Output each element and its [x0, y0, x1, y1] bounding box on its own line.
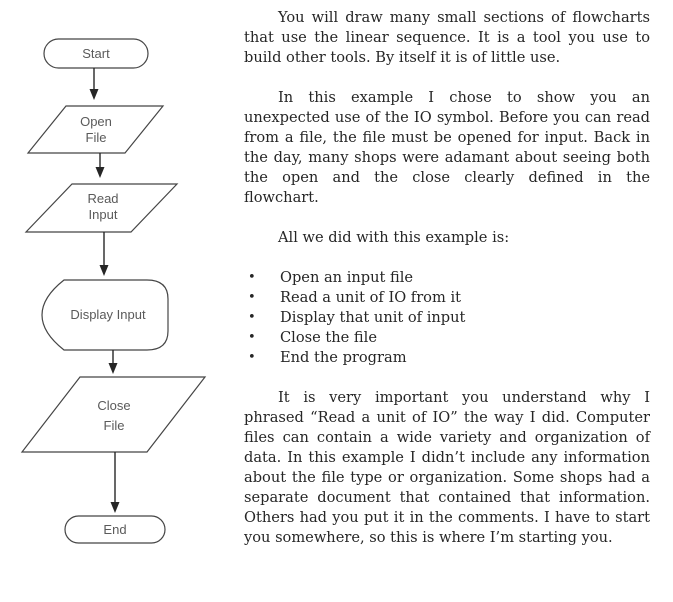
arrowhead-icon [100, 265, 109, 276]
list-item [244, 328, 650, 348]
bullet-label: Read a unit of IO from it [280, 289, 461, 306]
arrowhead-icon [96, 167, 105, 178]
flowchart-node-read-input-label-line2: Input [88, 207, 118, 222]
bullet-list [244, 268, 650, 368]
bullet-icon: • [248, 270, 256, 285]
flowchart-node-open-file-label-line1: Open [80, 114, 112, 129]
article-text [244, 8, 650, 568]
flowchart-node-close-file-label-line1: Close [97, 398, 131, 413]
paragraph-io-symbol: In this example I chose to show you an unexpected use of the IO symbol. Before you can read from a file, the file must be opened for input. Back in the day, many shops were adamant about seeing both the open and the close clearly defined in the flowchart. [244, 89, 650, 206]
list-item [244, 348, 650, 368]
flowchart-node-start-label: Start [82, 46, 110, 61]
list-item [244, 308, 650, 328]
flowchart [0, 0, 240, 602]
bullet-label: Display that unit of input [280, 309, 466, 326]
arrowhead-icon [109, 363, 118, 374]
paragraph-intro: You will draw many small sections of flowcharts that use the linear sequence. It is a tool you use to build other tools. By itself it is of little use. [244, 9, 650, 66]
bullet-icon: • [248, 290, 256, 305]
bullet-icon: • [248, 330, 256, 345]
bullet-icon: • [248, 350, 256, 365]
bullet-label: Close the file [280, 329, 377, 346]
flowchart-node-display-input-label: Display Input [70, 307, 146, 322]
flowchart-node-close-file [22, 377, 205, 452]
flowchart-node-read-input-label-line1: Read [87, 191, 119, 206]
bullet-icon: • [248, 310, 256, 325]
flowchart-node-end-label: End [103, 522, 127, 537]
paragraph-unit-of-io: It is very important you understand why I phrased “Read a unit of IO” the way I did. Computer files can contain a wide variety and organization of data. In this example I didn’t include any information about the file type or organization. Some shops had a separate document that contained that information. Others had you put it in the comments. I have to start you somewhere, so this is where I’m starting you. [244, 389, 650, 546]
arrowhead-icon [111, 502, 120, 513]
list-item [244, 288, 650, 308]
arrowhead-icon [90, 89, 99, 100]
bullet-label: End the program [280, 349, 407, 366]
flowchart-node-open-file-label-line2: File [85, 130, 107, 145]
paragraph-example-lead: All we did with this example is: [278, 229, 510, 246]
list-item [244, 268, 650, 288]
bullet-label: Open an input file [280, 269, 414, 286]
flowchart-node-close-file-label-line2: File [103, 418, 125, 433]
